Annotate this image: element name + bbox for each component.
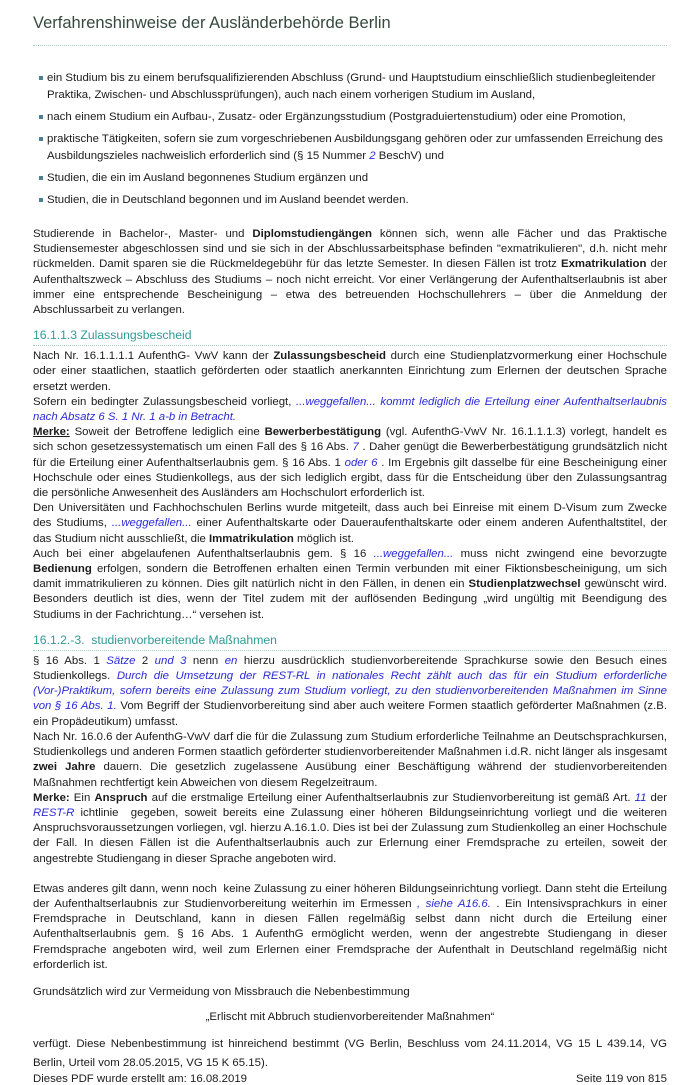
square-bullet-icon [39,115,43,119]
text-run: Nach Nr. 16.0.6 der AufenthG-VwV darf die für die Zulassung zum Studium erforderliche Teilnahme an Deutschsprachkursen, Studienkollegs und anderen Formen staatlich geförderter studienvorbereitender Maßnahmen i.d.R. nicht länger als insgesamt [33,730,671,759]
text-run: hierzu ausdrücklich studienvorbereitende Sprachkurse sowie den Besuch eines Studienkollegs. [33,654,671,683]
emphasis-text-run: Bedienung [33,563,92,576]
list-item [39,131,667,165]
edited-text-run: 7 [352,441,359,454]
text-run: einer Aufenthaltskarte oder Daueraufenthaltskarte oder einem anderen Aufenthaltstitel, der das Studium nicht ausschließt, die [33,517,671,545]
emphasis-text-run: Exmatrikulation [560,258,647,271]
edited-text-run: REST-R [33,806,75,819]
edited-text-run: ...weggefallen... kommt lediglich die Erteilung einer Aufenthaltserlaubnis nach Absatz 6 S. 1 Nr. 1 a-b in Betracht. [33,395,671,424]
emphasis-text-run: Merke: [33,791,70,804]
text-run: . Daher genügt die Bewerberbestätigung grundsätzlich nicht für die Erteilung einer Aufenthaltserlaubnis gem. § 16 Abs. 1 [33,441,671,469]
text-run: der [646,791,671,804]
list-item [39,170,667,187]
paragraph-exmatrikulation [33,227,671,318]
text-run: Sofern ein bedingter Zulassungsbescheid vorliegt, [33,395,296,408]
text-run: Studierende in Bachelor-, Master- und [33,228,253,240]
section-heading-studienvorbereitende-massnahmen: 16.1.2.-3. studienvorbereitende Maßnahmen [33,633,667,651]
text-run: muss nicht zwingend eine bevorzugte [453,547,671,560]
edited-text-run: ...weggefallen... [111,517,192,530]
text-run: können sich, wenn alle Fächer und das Praktische Studiensemester abgeschlossen sind und sie sich in der Abschlussarbeitsphase befinden "exmatrikulieren", d.h. nicht mehr rückmelden. Damit sparen sie die Rückmeldegebühr für das letzte Semester. In diesen Fällen ist trotz [33,228,671,271]
paragraph [33,882,671,973]
square-bullet-icon [39,137,43,141]
text-run: § 16 Abs. 1 [33,654,107,667]
text-run: Grundsätzlich wird zur Vermeidung von Missbrauch die Nebenbestimmung [33,985,410,998]
emphasis-text-run: Zulassungsbescheid [273,350,386,363]
paragraph [33,395,671,425]
text-run: Etwas anderes gilt dann, wenn noch keine Zulassung zu einer höheren Bildungseinrichtung vorliegt. Dann steht die Erteilung der Aufenthaltserlaubnis zur Studienvorbereitung weiterhin im Ermessen [33,882,671,910]
emphasis-text-run: Diplomstudiengängen [252,228,372,240]
edited-text-run: ...weggefallen... [373,547,454,560]
list-item [39,109,667,126]
emphasis-text-run: Studienplatzwechsel [468,578,581,591]
text-run: „Erlischt mit Abbruch studienvorbereitender Maßnahmen“ [205,1011,495,1024]
text-run: erfolgen, sondern die Betroffenen erhalten einen Termin verbunden mit einer Fiktionsbescheinigung, um sich damit immatrikulieren zu können. Dies gilt natürlich nicht in den Fällen, in denen ein [33,563,671,591]
text-run: (vgl. AufenthG-VwV Nr. 16.1.1.1.3) vorlegt, handelt es sich schon gesetzessystematisch um einen Fall des § 16 Abs. [33,426,671,454]
document-header [33,12,667,46]
edited-text-run: Durch die Umsetzung der REST-RL in nationales Recht zählt auch das für ein Studium erforderliche (Vor-)Praktikum, sofern bereits eine Zulassung zum Studium vorliegt, zu den studienvorbereitenden Maßnahmen im Sinne von § 16 Abs. 1. [33,670,671,713]
square-bullet-icon [39,76,43,80]
list-item-text [47,131,667,165]
edited-text-run: Sätze [106,654,136,667]
footer-created-date: Dieses PDF wurde erstellt am: 16.08.2019 [33,1073,247,1085]
text-run: Vom Begriff der Studienvorbereitung sind aber auch weitere Formen staatlich geförderter Maßnahmen (z.B. ein Propädeutikum) umfasst. [33,700,671,728]
paragraph [33,654,671,730]
text-run: durch eine Studienplatzvormerkung einer Hochschule oder einer staatlichen, staatlich geförderten oder staatlich anerkannten Einrichtung zum Erlernen der deutschen Sprache ersetzt werden. [33,350,671,393]
edited-text-run: , siehe A16.6. [417,897,491,910]
document-footer [33,1073,667,1085]
paragraph [33,425,671,501]
text-run: Nach Nr. 16.1.1.1.1 AufenthG- VwV kann der [33,350,274,363]
paragraph [33,985,667,1000]
list-item-text [47,192,667,209]
emphasis-text-run: Immatrikulation [209,532,294,545]
text-run: Ein [69,791,95,804]
emphasis-text-run: Anspruch [94,791,148,804]
text-run: BeschV) und [375,150,444,162]
list-item-text [47,109,667,126]
edited-text-run: oder 6 [344,456,378,469]
list-item-text [47,70,667,104]
paragraph [33,501,671,547]
text-run: nach einem Studium ein Aufbau-, Zusatz- oder Ergänzungsstudium (Postgraduiertenstudium) oder eine Promotion, [47,111,626,123]
bullet-list [33,70,667,209]
edited-text-run: 11 [634,791,647,804]
footer-page-number: Seite 119 von 815 [576,1073,667,1085]
text-run: Studien, die ein im Ausland begonnenes Studium ergänzen und [47,172,369,184]
text-run: ein Studium bis zu einem berufsqualifizierenden Abschluss (Grund- und Hauptstudium einschließlich studienbegleitender Praktika, Zwischen- und Abschlussprüfungen), auch nach einem vorherigen Studium im Ausland, [47,72,659,101]
emphasis-text-run: zwei Jahre [33,761,96,774]
edited-text-run: und 3 [154,654,187,667]
text-run: verfügt. Diese Nebenbestimmung ist hinreichend bestimmt (VG Berlin, Beschluss vom 24.11.2014, VG 15 L 439.14, VG Berlin, Urteil vom 28.05.2015, VG 15 K 65.15). [33,1038,671,1070]
document-title: Verfahrenshinweise der Ausländerbehörde Berlin [33,12,667,46]
text-run: möglich ist. [293,532,354,545]
text-run: Den Universitäten und Fachhochschulen Berlins wurde mitgeteilt, dass auch bei Einreise mit einem D-Visum zum Zwecke des Studiums, [33,502,671,530]
list-item [39,192,667,209]
text-run: der Aufenthaltszweck – Abschluss des Studiums – noch nicht erreicht. Vor einer Verlängerung der Aufenthaltserlaubnis ist aber immer eine entsprechende Bescheinigung – etwa des betreuenden Hochschullehrers – über die Anmeldung der Abschlussarbeit zu verlangen. [33,258,671,317]
list-item [39,70,667,104]
paragraph [33,730,671,791]
edited-text-run: en [224,654,238,667]
text-run: 2 [135,654,155,667]
text-run: nenn [186,654,225,667]
text-run: gewünscht wird. Besonders deutlich ist dies, wenn der Titel zudem mit der auflösenden Bedingung „wird ungültig mit Beendigung des Studiums in der Fachrichtung…“ versehen ist. [33,578,671,621]
paragraph [33,349,671,395]
text-run: . Im Ergebnis gilt dasselbe für eine Bescheinigung einer Hochschule oder eines Studienkollegs, aus der sich lediglich ergibt, dass für die Entscheidung über den Zulassungsantrag die persönliche Anwesenheit des Ausländers am Hochschulort erforderlich ist. [33,456,671,500]
text-run: ichtlinie gegeben, soweit bereits eine Zulassung einer höheren Bildungseinrichtung vorliegt und die weiteren Anspruchsvoraussetzungen vorliegen, vgl. hierzu A.16.1.0. Dies ist bei der Zulassung zum Studienkolleg an einer Hochschule der Fall. In diesen Fällen ist die Aufenthaltserlaubnis auch zur Erlernung einer Fremdsprache zu erteilen, soweit der angestrebte Studiengang in dieser Sprache angeboten wird. [33,806,671,865]
text-run: dauern. Die gesetzlich zugelassene Ausübung einer Beschäftigung während der studienvorbereitenden Maßnahmen rechtfertigt kein Abweichen von diesem Regelzeitraum. [33,761,671,789]
section-heading-zulassungsbescheid: 16.1.1.3 Zulassungsbescheid [33,328,667,346]
paragraph [33,1035,671,1073]
document-body [33,46,671,1073]
emphasis-text-run: Bewerberbestätigung [264,426,382,439]
text-run: praktische Tätigkeiten, sofern sie zum vorgeschriebenen Ausbildungsgang gehören oder zur umfassenden Erreichung des Ausbildungszieles nachweislich erforderlich sind (§ 15 Nummer [47,133,666,162]
text-run: Soweit der Betroffene lediglich eine [69,426,265,439]
paragraph [33,547,671,623]
square-bullet-icon [39,198,43,202]
nebenbestimmung-quote [33,1010,667,1025]
paragraph [33,791,671,867]
text-run: Auch bei einer abgelaufenen Aufenthaltserlaubnis gem. § 16 [33,547,374,560]
square-bullet-icon [39,176,43,180]
text-run: auf die erstmalige Erteilung einer Aufenthaltserlaubnis zur Studienvorbereitung ist gemäß Art. [147,791,635,804]
list-item-text [47,170,667,187]
emphasis-text-run: Merke: [33,426,70,439]
edited-text-run: 2 [369,150,376,162]
text-run: . Ein Intensivsprachkurs in einer Fremdsprache in Deutschland, kann in diesen Fällen regelmäßig selbst dann nicht durch die Erteilung einer Aufenthaltserlaubnis gem. § 16 Abs. 1 AufenthG ermöglicht werden, wenn der angestrebte Studiengang in dieser Fremdsprache angeboten wird, weil zum Erlernen einer Fremdsprache der Aufenthalt in Deutschland regelmäßig nicht erforderlich ist. [33,897,671,971]
text-run: Studien, die in Deutschland begonnen und im Ausland beendet werden. [47,194,409,206]
